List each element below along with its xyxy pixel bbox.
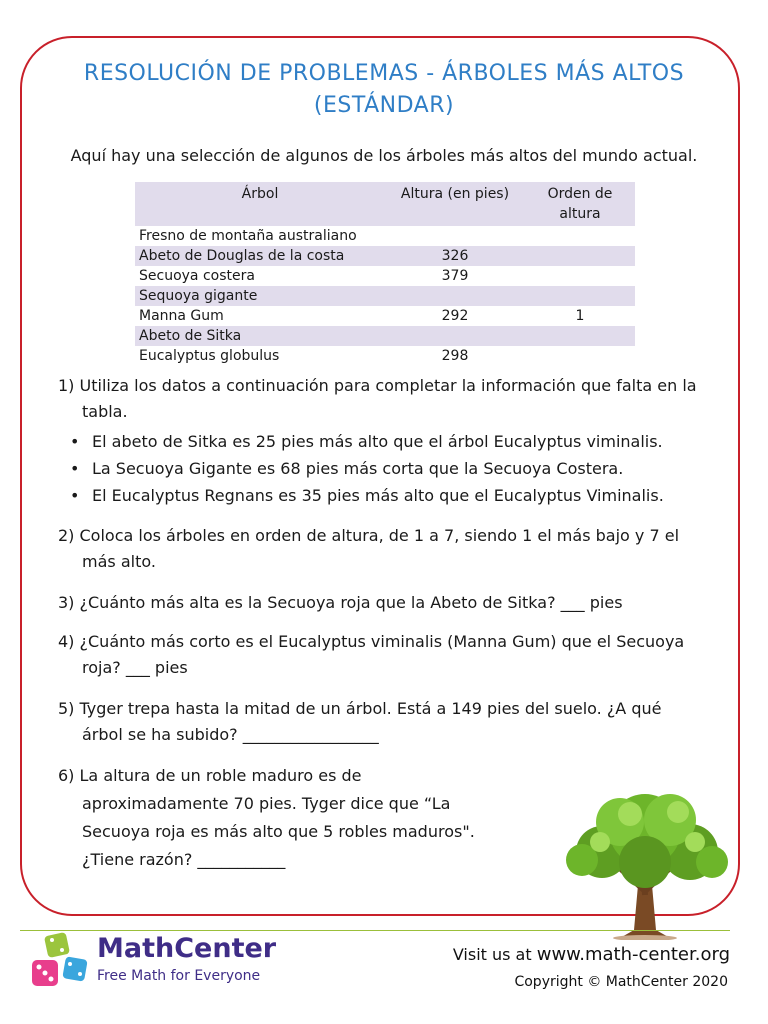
- visit-line: [453, 944, 730, 965]
- tree-name: Manna Gum: [139, 308, 224, 324]
- tree-order: [525, 266, 635, 286]
- table-row: [135, 266, 635, 286]
- header-height: Altura (en pies): [385, 182, 525, 226]
- question-6-line-4: ¿Tiene razón? ___________: [82, 850, 286, 869]
- question-1: [58, 373, 728, 425]
- question-6-line-1: 6) La altura de un roble maduro es de: [58, 766, 362, 785]
- tree-order: [525, 286, 635, 306]
- tree-name: Abeto de Sitka: [135, 326, 385, 346]
- dice-logo-icon: [24, 930, 94, 1000]
- table-row: [135, 226, 635, 246]
- tree-name: Abeto de Douglas de la costa: [135, 246, 385, 266]
- list-item: • El Eucalyptus Regnans es 35 pies más alto que el Eucalyptus Viminalis.: [70, 482, 664, 509]
- header-order: [525, 182, 635, 226]
- website-link[interactable]: www.math-center.org: [536, 944, 730, 965]
- brand-tagline: Free Math for Everyone: [97, 968, 261, 984]
- tree-height: 326: [385, 246, 525, 266]
- question-4: [58, 629, 728, 681]
- tree-height: 379: [441, 268, 469, 284]
- question-6-line-2: aproximadamente 70 pies. Tyger dice que “La: [82, 794, 451, 813]
- question-5-line-2: árbol se ha subido? _________________: [82, 725, 379, 744]
- tree-order: [525, 326, 635, 346]
- brand-name: MathCenter: [97, 933, 277, 964]
- tree-height: [385, 286, 525, 306]
- list-item: • El abeto de Sitka es 25 pies más alto que el árbol Eucalyptus viminalis.: [70, 428, 664, 455]
- question-3: [58, 590, 728, 616]
- question-1-line-2: tabla.: [82, 402, 128, 421]
- tree-order: [525, 226, 635, 246]
- question-2-line-1: 2) Coloca los árboles en orden de altura, de 1 a 7, siendo 1 el más bajo y 7 el: [58, 526, 680, 545]
- question-4-line-1: 4) ¿Cuánto más corto es el Eucalyptus viminalis (Manna Gum) que el Secuoya: [58, 632, 685, 651]
- question-2-line-2: más alto.: [82, 552, 156, 571]
- table-row: [135, 246, 635, 266]
- worksheet-title: [40, 58, 728, 122]
- intro-text: Aquí hay una selección de algunos de los árboles más altos del mundo actual.: [70, 146, 698, 165]
- tree-height: [385, 226, 525, 246]
- tree-name: Sequoya gigante: [135, 286, 385, 306]
- question-6: [58, 762, 518, 874]
- copyright: Copyright © MathCenter 2020: [514, 974, 728, 990]
- tree-order: [525, 246, 635, 266]
- question-6-line-3: Secuoya roja es más alto que 5 robles maduros".: [82, 822, 475, 841]
- question-1-line-1: 1) Utiliza los datos a continuación para completar la información que falta en la: [58, 376, 697, 395]
- question-3-line-1: 3) ¿Cuánto más alta es la Secuoya roja que la Abeto de Sitka? ___ pies: [58, 593, 623, 612]
- footer-divider: [20, 930, 730, 931]
- tree-name: Eucalyptus globulus: [139, 348, 280, 364]
- question-1-clues: [70, 428, 664, 509]
- question-5-line-1: 5) Tyger trepa hasta la mitad de un árbol. Está a 149 pies del suelo. ¿A qué: [58, 699, 662, 718]
- tree-height: 292: [441, 308, 469, 324]
- table-row: [135, 306, 635, 326]
- visit-label: Visit us at: [452, 945, 532, 964]
- header-tree: Árbol: [135, 182, 385, 226]
- tree-order: 1: [575, 308, 585, 324]
- table-row: [135, 346, 635, 366]
- tree-height: [385, 326, 525, 346]
- tree-height: 298: [441, 348, 469, 364]
- tree-name: Fresno de montaña australiano: [139, 228, 357, 244]
- question-5: [58, 696, 728, 748]
- question-4-line-2: roja? ___ pies: [82, 658, 188, 677]
- trees-table: [135, 182, 635, 366]
- table-header-row: [135, 182, 635, 226]
- header-order-label: Orden de altura: [547, 186, 613, 222]
- table-row: [135, 286, 635, 306]
- title-line-1: RESOLUCIÓN DE PROBLEMAS - ÁRBOLES MÁS ALTOS: [83, 61, 685, 86]
- question-2: [58, 523, 728, 575]
- tree-name: Secuoya costera: [139, 268, 255, 284]
- tree-illustration: [560, 790, 730, 940]
- table-row: [135, 326, 635, 346]
- tree-order: [525, 346, 635, 366]
- list-item: • La Secuoya Gigante es 68 pies más corta que la Secuoya Costera.: [70, 455, 664, 482]
- title-line-2: (ESTÁNDAR): [313, 93, 455, 118]
